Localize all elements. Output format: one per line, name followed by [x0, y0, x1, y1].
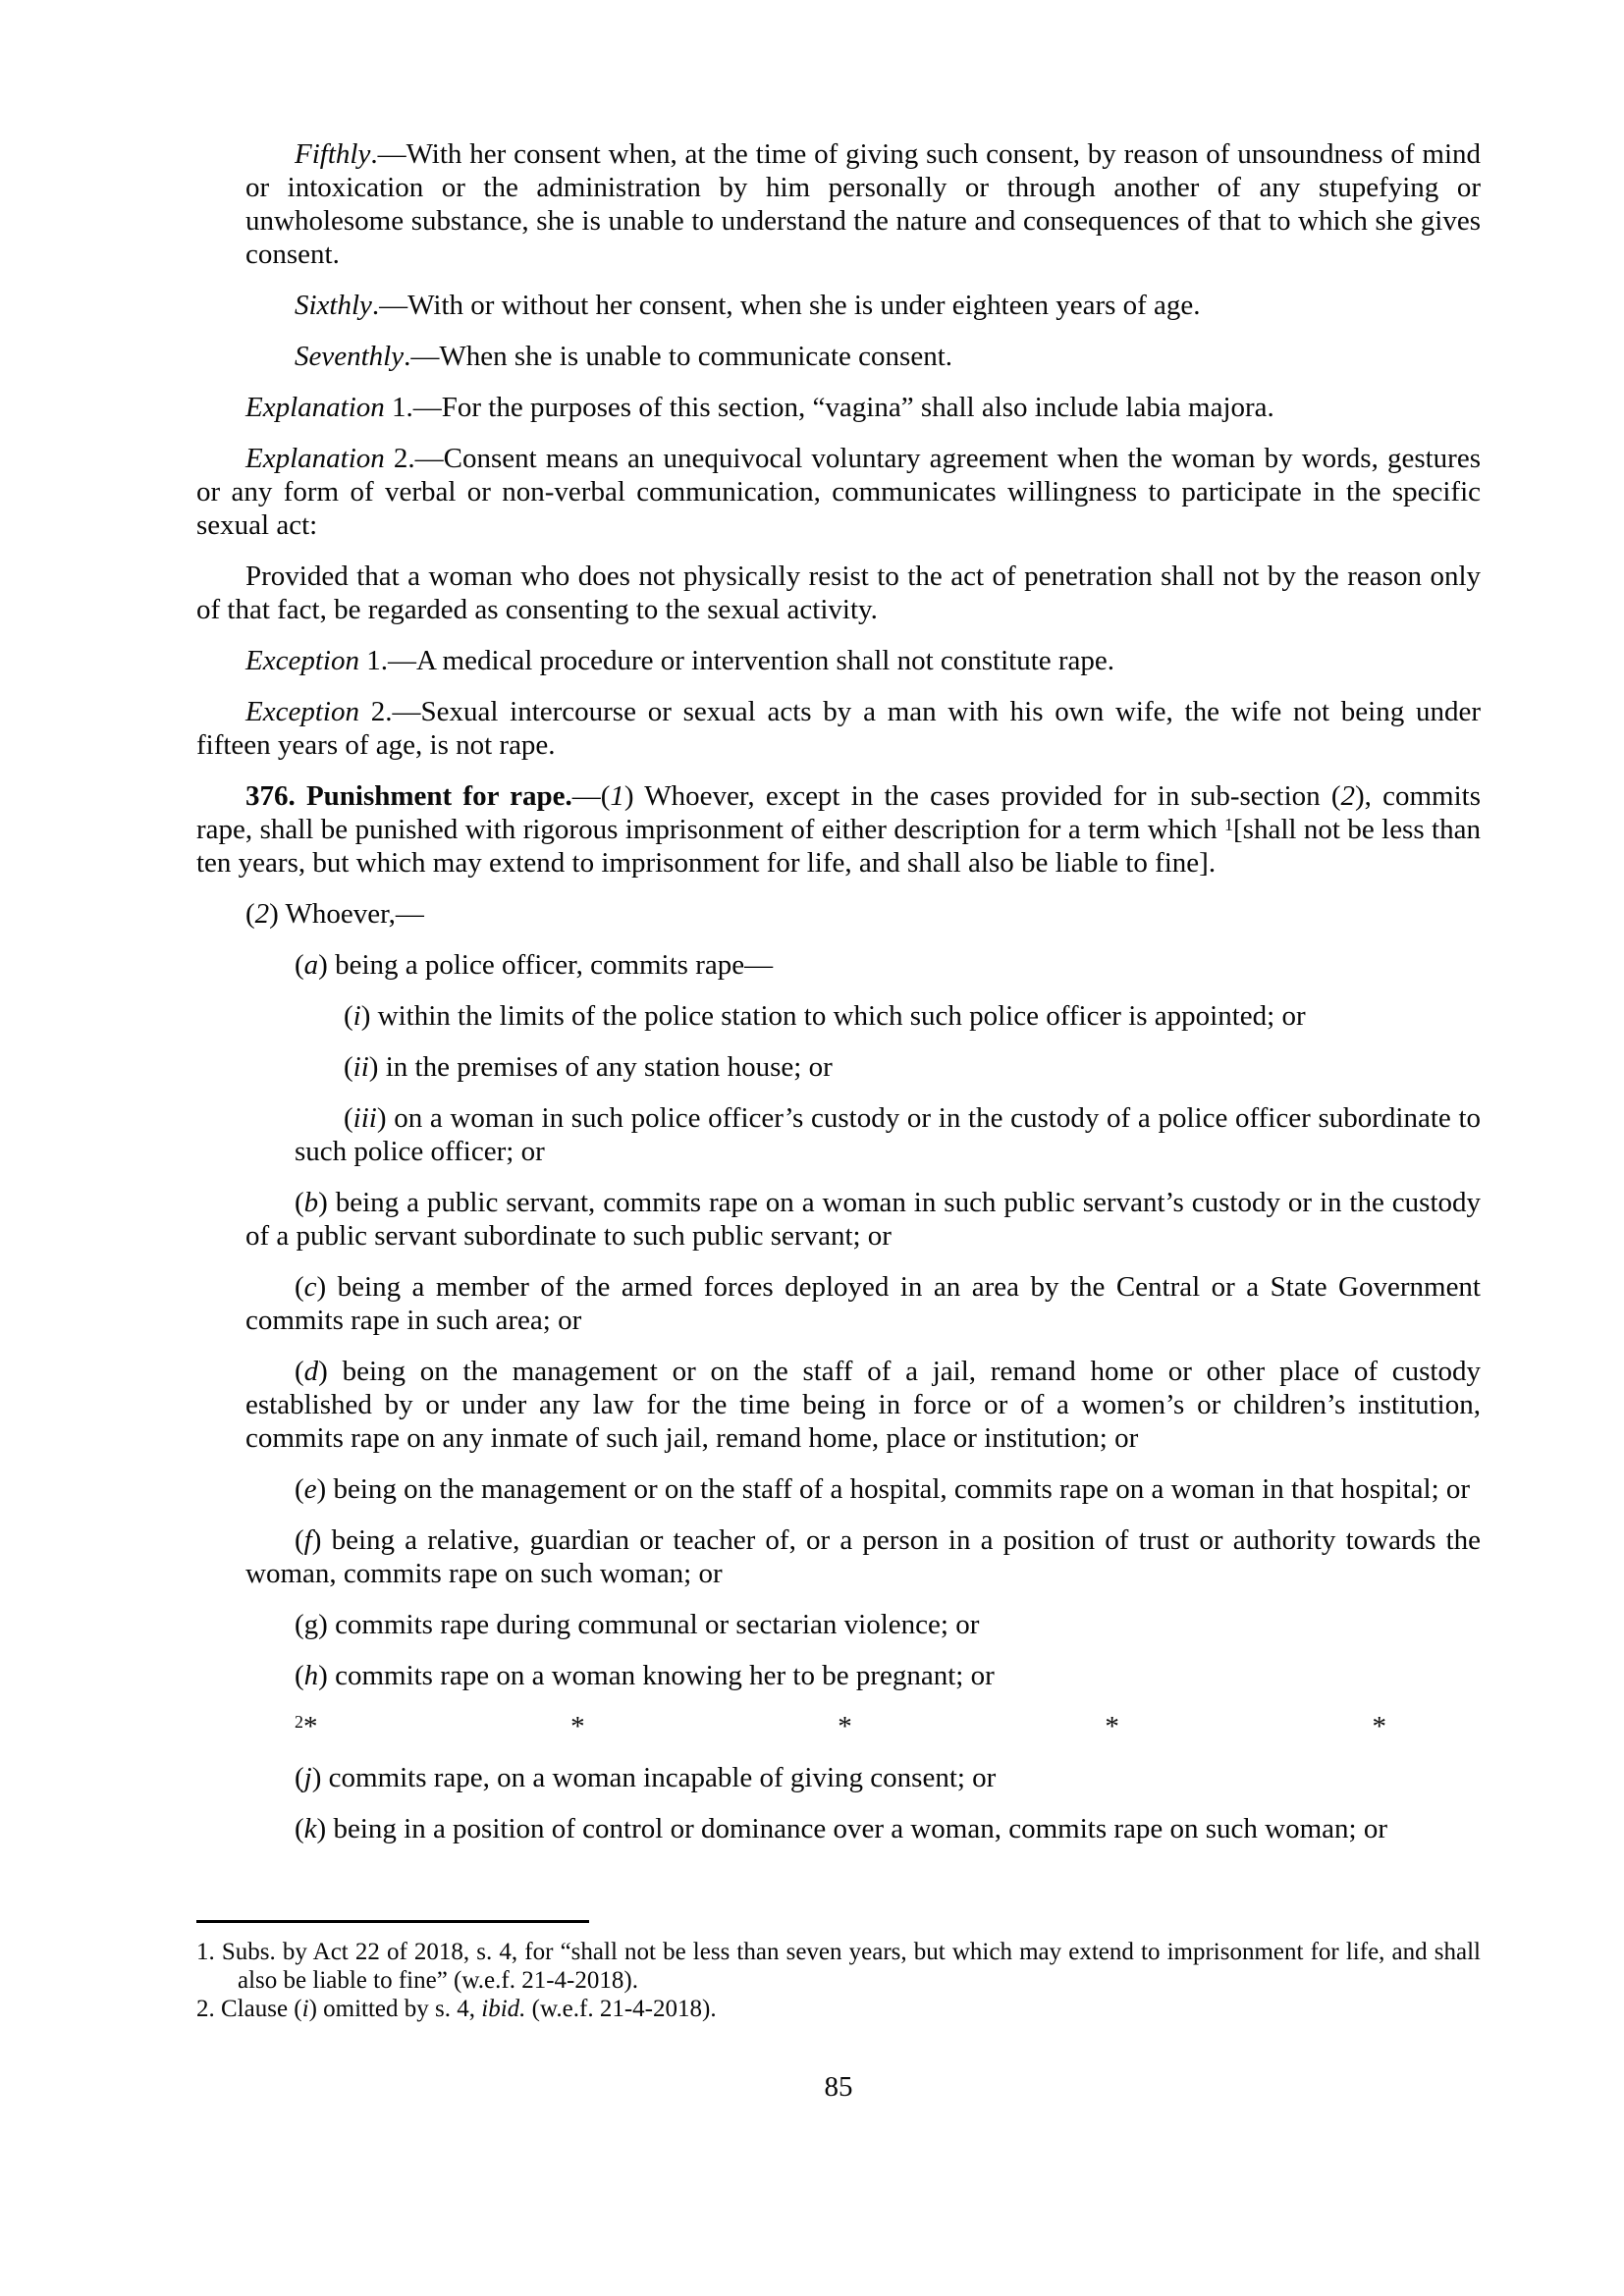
asterisk: * — [570, 1711, 585, 1742]
omitted-clause-asterisk-row — [295, 1710, 1386, 1743]
footnote-1: 1. Subs. by Act 22 of 2018, s. 4, for “shall not be less than seven years, but which may extend to imprisonment for life, and shall also be liable to fine” (w.e.f. 21-4-2018). — [196, 1939, 1481, 1994]
explanation-1: Explanation 1.—For the purposes of this section, “vagina” shall also include labia majora. — [245, 392, 1274, 423]
clause-h: (h) commits rape on a woman knowing her to be pregnant; or — [295, 1660, 995, 1691]
page-number: 85 — [824, 2071, 853, 2103]
clause-sixthly: Sixthly.—With or without her consent, when she is under eighteen years of age. — [295, 290, 1201, 321]
clause-f: (f) being a relative, guardian or teacher of, or a person in a position of trust or authority towards the woman, commits rape on such woman; or — [245, 1524, 1481, 1589]
asterisk-with-footnote-ref — [295, 1710, 317, 1743]
exception-1: Exception 1.—A medical procedure or intervention shall not constitute rape. — [245, 645, 1115, 676]
asterisk: * — [1372, 1711, 1386, 1742]
clause-g: (g) commits rape during communal or sectarian violence; or — [295, 1609, 980, 1640]
footnote-2: 2. Clause (i) omitted by s. 4, ibid. (w.e.f. 21-4-2018). — [196, 1996, 717, 2022]
clause-k: (k) being in a position of control or dominance over a woman, commits rape on such woman; or — [295, 1813, 1388, 1844]
clause-j: (j) commits rape, on a woman incapable of giving consent; or — [295, 1762, 997, 1793]
footnote-ref-2: 2 — [295, 1711, 303, 1732]
clause-d: (d) being on the management or on the staff of a jail, remand home or other place of custody established by or under any law for the time being in force or of a women’s or children’s institution, commits rape on any inmate of such jail, remand home, place or institution; or — [245, 1356, 1481, 1454]
section-376-heading-paragraph: 376. Punishment for rape.—(1) Whoever, except in the cases provided for in sub-section (2), commits rape, shall be punished with rigorous imprisonment of either description for a term which $^1$[shall not be less than ten years, but which may extend to imprisonment for life, and shall also be liable to fine]. — [196, 780, 1481, 879]
clause-c: (c) being a member of the armed forces deployed in an area by the Central or a State Government commits rape in such area; or — [245, 1271, 1481, 1336]
asterisk: * — [1105, 1711, 1119, 1742]
subsection-2: (2) Whoever,— — [245, 898, 424, 930]
asterisk: * — [838, 1711, 852, 1742]
footnote-separator-rule — [196, 1920, 589, 1923]
item-ii: (ii) in the premises of any station house; or — [344, 1051, 833, 1083]
clause-b: (b) being a public servant, commits rape on a woman in such public servant’s custody or in the custody of a public servant subordinate to such public servant; or — [245, 1187, 1481, 1252]
clause-seventhly: Seventhly.—When she is unable to communicate consent. — [295, 341, 953, 372]
item-i: (i) within the limits of the police station to which such police officer is appointed; or — [344, 1000, 1306, 1032]
proviso: Provided that a woman who does not physically resist to the act of penetration shall not by the reason only of that fact, be regarded as consenting to the sexual activity. — [196, 561, 1481, 625]
clause-e: (e) being on the management or on the staff of a hospital, commits rape on a woman in that hospital; or — [295, 1473, 1471, 1505]
clause-fifthly: Fifthly.—With her consent when, at the time of giving such consent, by reason of unsoundness of mind or intoxication or the administration by him personally or through another of any stupefying or unwholesome substance, she is unable to understand the nature and consequences of that to which she gives consent. — [245, 138, 1481, 270]
asterisk: * — [302, 1711, 318, 1742]
item-iii: (iii) on a woman in such police officer’s custody or in the custody of a police officer subordinate to such police officer; or — [295, 1102, 1481, 1167]
exception-2: Exception 2.—Sexual intercourse or sexual acts by a man with his own wife, the wife not being under fifteen years of age, is not rape. — [196, 696, 1481, 761]
explanation-2: Explanation 2.—Consent means an unequivocal voluntary agreement when the woman by words, gestures or any form of verbal or non-verbal communication, communicates willingness to participate in the specific sexual act: — [196, 443, 1481, 541]
clause-a: (a) being a police officer, commits rape— — [295, 949, 774, 981]
